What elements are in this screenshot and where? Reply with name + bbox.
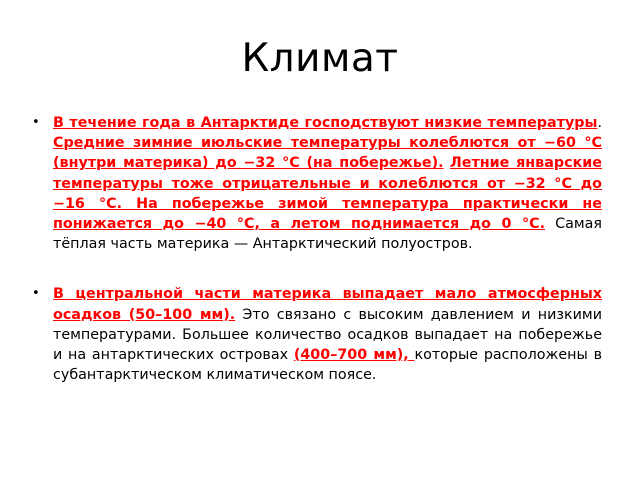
highlight-low-temperatures: В течение года в Антарктиде господствуют низкие температуры: [53, 115, 598, 131]
highlight-winter-temperatures: Средние зимние июльские температуры колеблются от −60 °C (внутри материка) до −32 °C (на побережье).: [53, 135, 602, 172]
plain-text-precipitation-reason: Это связано с высоким давлением и низкими температурами. Большее количество осадков выпадает на побережье и на антарктических островах: [53, 306, 602, 364]
plain-text-warmest-part: Самая тёплая часть материка — Антарктический полуостров.: [53, 216, 602, 253]
bullet-marker: •: [32, 286, 40, 302]
bullet-list: [32, 113, 602, 385]
bullet-item-temperature: [32, 113, 602, 254]
highlight-coastal-precipitation: (400–700 мм),: [293, 347, 409, 364]
highlight-summer-temperatures: Летние январские температуры тоже отрицательные и колеблются от −32 °C до −16 °C. На побережье зимой температура практически не понижается до −40 °C, а летом поднимается до 0 °C.: [53, 155, 603, 233]
plain-text: .: [597, 115, 602, 131]
highlight-central-precipitation: В центральной части материка выпадает мало атмосферных осадков (50–100 мм).: [53, 286, 602, 323]
bullet-marker: •: [32, 115, 40, 130]
bullet-item-precipitation: [32, 284, 602, 385]
slide-title: Климат: [241, 36, 399, 81]
plain-text-subantarctic: которые расположены в субантарктическом климатическом поясе.: [53, 347, 602, 384]
